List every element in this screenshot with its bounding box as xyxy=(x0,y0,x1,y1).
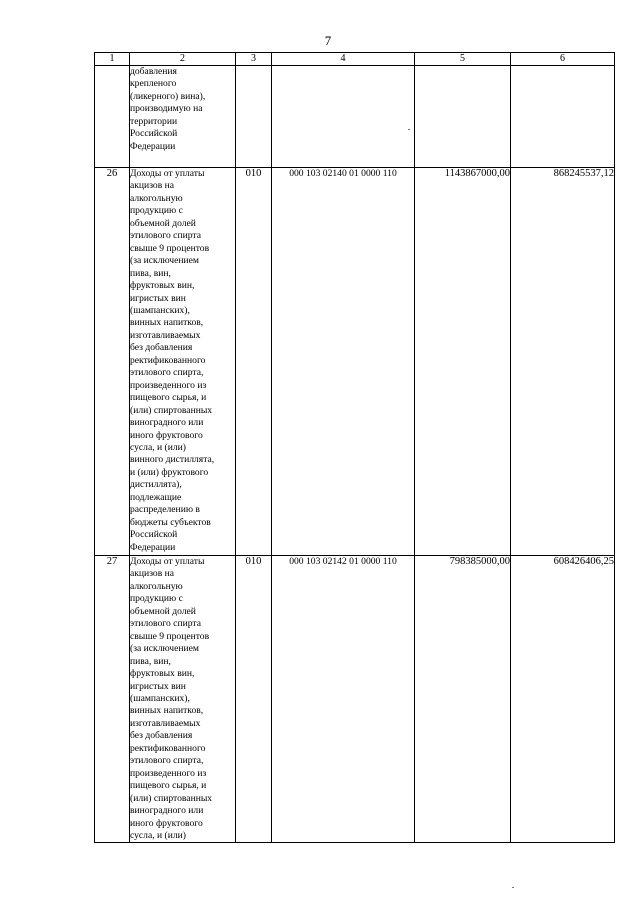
row-number-cell: 27 xyxy=(95,556,130,843)
row-name-cell xyxy=(130,168,236,556)
row-code-cell: 000 103 02142 01 0000 110 xyxy=(272,556,415,843)
name-line: игристых вин xyxy=(130,292,186,304)
name-line: территории xyxy=(130,115,178,127)
name-line: иного фруктового xyxy=(130,429,203,441)
name-line: продукцию с xyxy=(130,205,183,217)
table-row-continuation xyxy=(95,66,615,168)
name-line: крепленого xyxy=(130,78,177,90)
name-line: пищевого сырья, и xyxy=(130,780,207,792)
name-line: свыше 9 процентов xyxy=(130,242,210,254)
name-line: свыше 9 процентов xyxy=(130,630,210,642)
name-line: и (или) фруктового xyxy=(130,466,209,478)
name-line: (ликерного) вина), xyxy=(130,90,206,102)
header-row xyxy=(95,53,615,66)
name-line: пищевого сырья, и xyxy=(130,392,207,404)
name-line: продукцию с xyxy=(130,593,183,605)
name-line: пива, вин, xyxy=(130,655,171,667)
revenue-table xyxy=(94,52,615,843)
name-line: фруктовых вин, xyxy=(130,280,195,292)
table-row-26 xyxy=(95,168,615,556)
row-name-cell xyxy=(130,556,236,843)
name-line: этилового спирта, xyxy=(130,367,204,379)
name-line: виноградного или xyxy=(130,417,204,429)
row-admin-cell: 010 xyxy=(236,168,272,556)
name-line: произведенного из xyxy=(130,767,207,779)
name-line: без добавления xyxy=(130,342,193,354)
header-cell-1: 1 xyxy=(95,53,130,66)
name-line: этилового спирта xyxy=(130,230,201,242)
name-line: ректификованного xyxy=(130,354,206,366)
row-planned-cell: 1143867000,00 xyxy=(415,168,511,556)
scan-speck xyxy=(512,887,514,888)
name-line: алкогольную xyxy=(130,580,183,592)
name-line: Российской xyxy=(130,529,178,541)
row-executed-cell: 608426406,25 xyxy=(511,556,615,843)
name-line: винных напитков, xyxy=(130,317,204,329)
row-executed-cell: 868245537,12 xyxy=(511,168,615,556)
name-line: игристых вин xyxy=(130,680,186,692)
page-number: 7 xyxy=(324,33,332,48)
name-line: винных напитков, xyxy=(130,705,204,717)
name-line: распределению в xyxy=(130,504,200,516)
name-line: без добавления xyxy=(130,730,193,742)
header-cell-4: 4 xyxy=(272,53,415,66)
row-code-cell: 000 103 02140 01 0000 110 xyxy=(272,168,415,556)
header-cell-5: 5 xyxy=(415,53,511,66)
name-line: производимую на xyxy=(130,103,203,115)
name-line: Доходы от уплаты xyxy=(130,168,205,179)
name-line: пива, вин, xyxy=(130,267,171,279)
name-line: ректификованного xyxy=(130,742,206,754)
name-line: Доходы от уплаты xyxy=(130,556,205,567)
name-line: алкогольную xyxy=(130,192,183,204)
row-planned-cell: 798385000,00 xyxy=(415,556,511,843)
row-planned-cell xyxy=(415,66,511,168)
name-line: (шампанских), xyxy=(130,304,190,316)
name-line: (или) спиртованных xyxy=(130,792,213,804)
name-line: акцизов на xyxy=(130,568,175,580)
header-cell-2: 2 xyxy=(130,53,236,66)
name-line: акцизов на xyxy=(130,180,175,192)
name-line: сусла, и (или) xyxy=(130,441,187,453)
name-line: изготавливаемых xyxy=(130,717,201,729)
name-line: этилового спирта xyxy=(130,618,201,630)
name-line: произведенного из xyxy=(130,379,207,391)
row-name-cell xyxy=(130,66,236,168)
scan-speck xyxy=(408,129,410,130)
name-line: иного фруктового xyxy=(130,817,203,829)
name-line: подлежащие xyxy=(130,491,182,503)
row-number-cell: 26 xyxy=(95,168,130,556)
name-line: дистиллята), xyxy=(130,479,182,491)
row-admin-cell xyxy=(236,66,272,168)
name-line: Российской xyxy=(130,128,178,140)
row-executed-cell xyxy=(511,66,615,168)
name-line: этилового спирта, xyxy=(130,755,204,767)
name-line: добавления xyxy=(130,66,177,77)
name-line: объемной долей xyxy=(130,217,196,229)
name-line: винного дистиллята, xyxy=(130,454,215,466)
row-code-cell xyxy=(272,66,415,168)
name-line: фруктовых вин, xyxy=(130,668,195,680)
name-line: сусла, и (или) xyxy=(130,829,187,841)
header-cell-6: 6 xyxy=(511,53,615,66)
name-line: изготавливаемых xyxy=(130,329,201,341)
name-line: объемной долей xyxy=(130,605,196,617)
row-number-cell xyxy=(95,66,130,168)
name-line: Федерации xyxy=(130,541,176,553)
name-line: (за исключением xyxy=(130,643,199,655)
name-line: виноградного или xyxy=(130,805,204,817)
name-line: (за исключением xyxy=(130,255,199,267)
name-line: (шампанских), xyxy=(130,692,190,704)
name-line: (или) спиртованных xyxy=(130,404,213,416)
table-row-27 xyxy=(95,556,615,843)
name-line: бюджеты субъектов xyxy=(130,516,211,528)
row-admin-cell: 010 xyxy=(236,556,272,843)
name-line: Федерации xyxy=(130,140,176,152)
header-cell-3: 3 xyxy=(236,53,272,66)
